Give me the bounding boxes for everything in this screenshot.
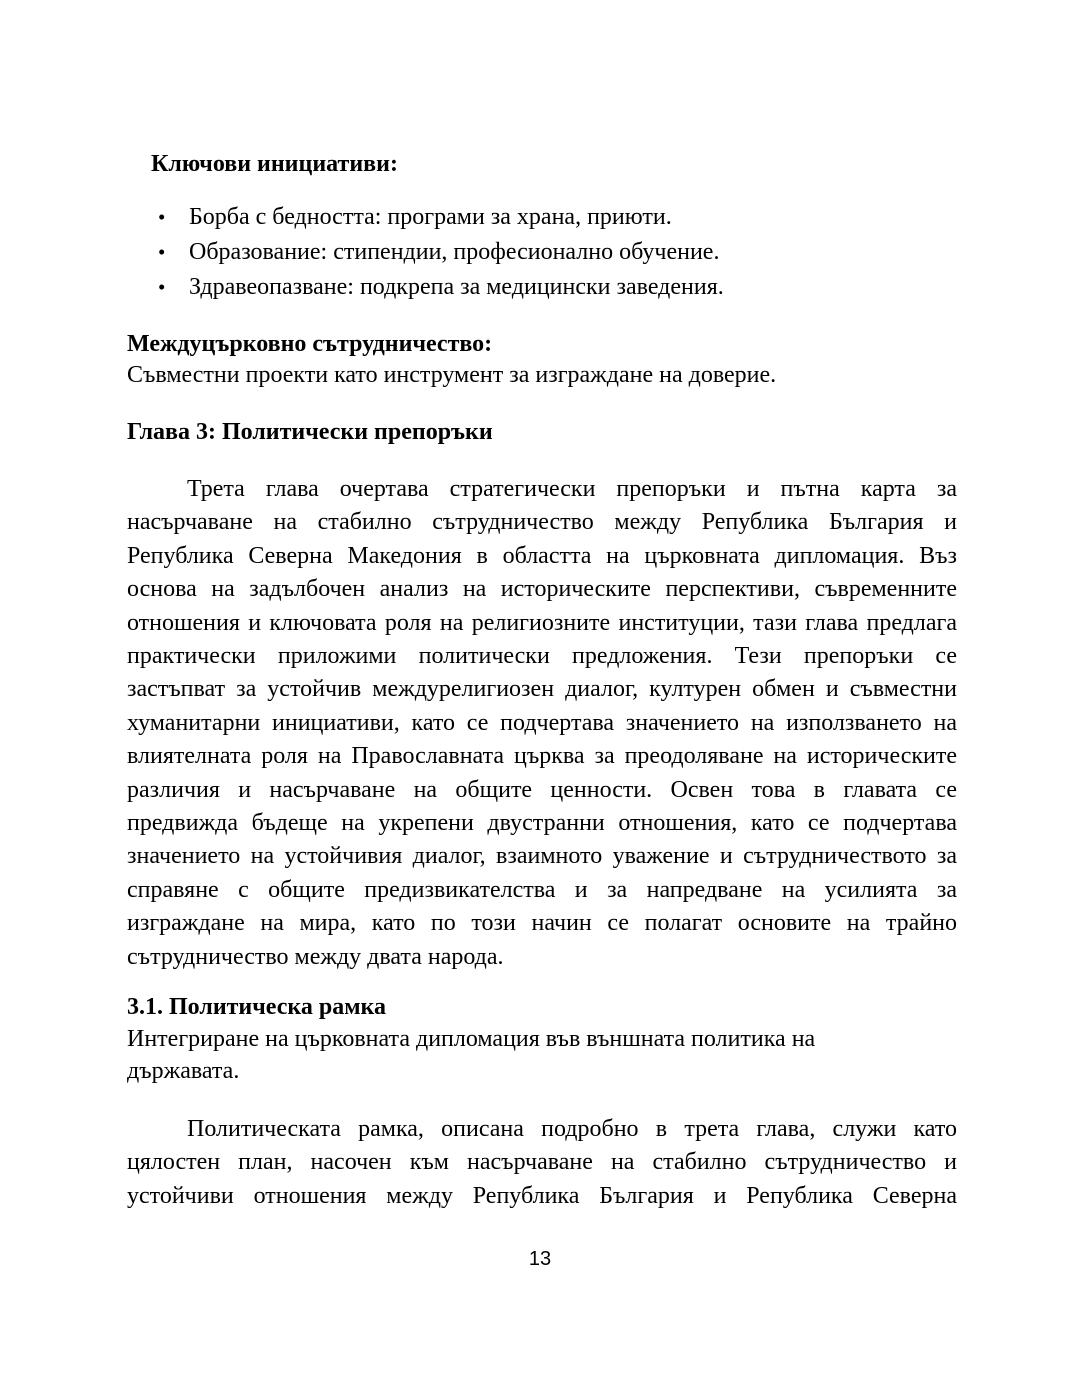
text-line: влиятелната роля на Православната църква за преодоляване на историческите [127, 743, 957, 770]
text-line: предвижда бъдеще на укрепени двустранни отношения, като се подчертава [127, 810, 957, 837]
text-line: различия и насърчаване на общите ценности. Освен това в главата се [127, 776, 957, 803]
text-line: Трета глава очертава стратегически препоръки и пътна карта за [187, 476, 957, 502]
text-line: справяне с общите предизвикателства и за напредване на усилията за [127, 876, 957, 903]
bullet-item: • Образование: стипендии, професионално обучение. [127, 235, 957, 270]
text-line: насърчаване на стабилно сътрудничество между Република България и [127, 509, 957, 536]
bullet-item: • Здравеопазване: подкрепа за медицински заведения. [127, 270, 957, 305]
text-line: сътрудничество между двата народа. [127, 943, 504, 970]
text-line: Интегриране на църковната дипломация във външната политика на [127, 1026, 816, 1052]
section31-heading: 3.1. Политическа рамка [127, 994, 387, 1020]
text-line: цялостен план, насочен към насърчаване на стабилно сътрудничество и [127, 1149, 957, 1176]
section31-subtitle [127, 1023, 957, 1087]
text-line: застъпват за устойчив междурелигиозен диалог, културен обмен и съвместни [127, 676, 957, 703]
text-line: основа на задълбочен анализ на историческите перспективи, съвременните [127, 576, 957, 603]
text-line: устойчиви отношения между Република България и Република Северна [127, 1182, 957, 1209]
text-line: Политическата рамка, описана подробно в трета глава, служи като [187, 1116, 957, 1142]
section31-paragraph [127, 1113, 957, 1213]
text-line: хуманитарни инициативи, като се подчертава значението на използването на [127, 709, 957, 736]
chapter3-paragraph [127, 473, 957, 974]
text-line: Република Северна Македония в областта на църковната дипломация. Въз [127, 542, 957, 569]
page-number: 13 [528, 1248, 552, 1270]
key-initiatives-list [127, 200, 957, 305]
bullet-item: • Борба с бедността: програми за храна, приюти. [127, 200, 957, 235]
interchurch-heading: Междуцърковно сътрудничество: [127, 331, 493, 357]
interchurch-text: Съвместни проекти като инструмент за изграждане на доверие. [127, 362, 777, 388]
text-line: практически приложими политически предложения. Тези препоръки се [127, 643, 957, 670]
text-line: държавата. [127, 1058, 240, 1084]
text-line: изграждане на мира, като по този начин се полагат основите на трайно [127, 910, 957, 937]
key-initiatives-heading: Ключови инициативи: [151, 151, 398, 177]
chapter3-heading: Глава 3: Политически препоръки [127, 419, 493, 445]
text-line: значението на устойчивия диалог, взаимното уважение и сътрудничеството за [127, 843, 957, 870]
text-line: отношения и ключовата роля на религиозните институции, тази глава предлага [127, 609, 957, 636]
